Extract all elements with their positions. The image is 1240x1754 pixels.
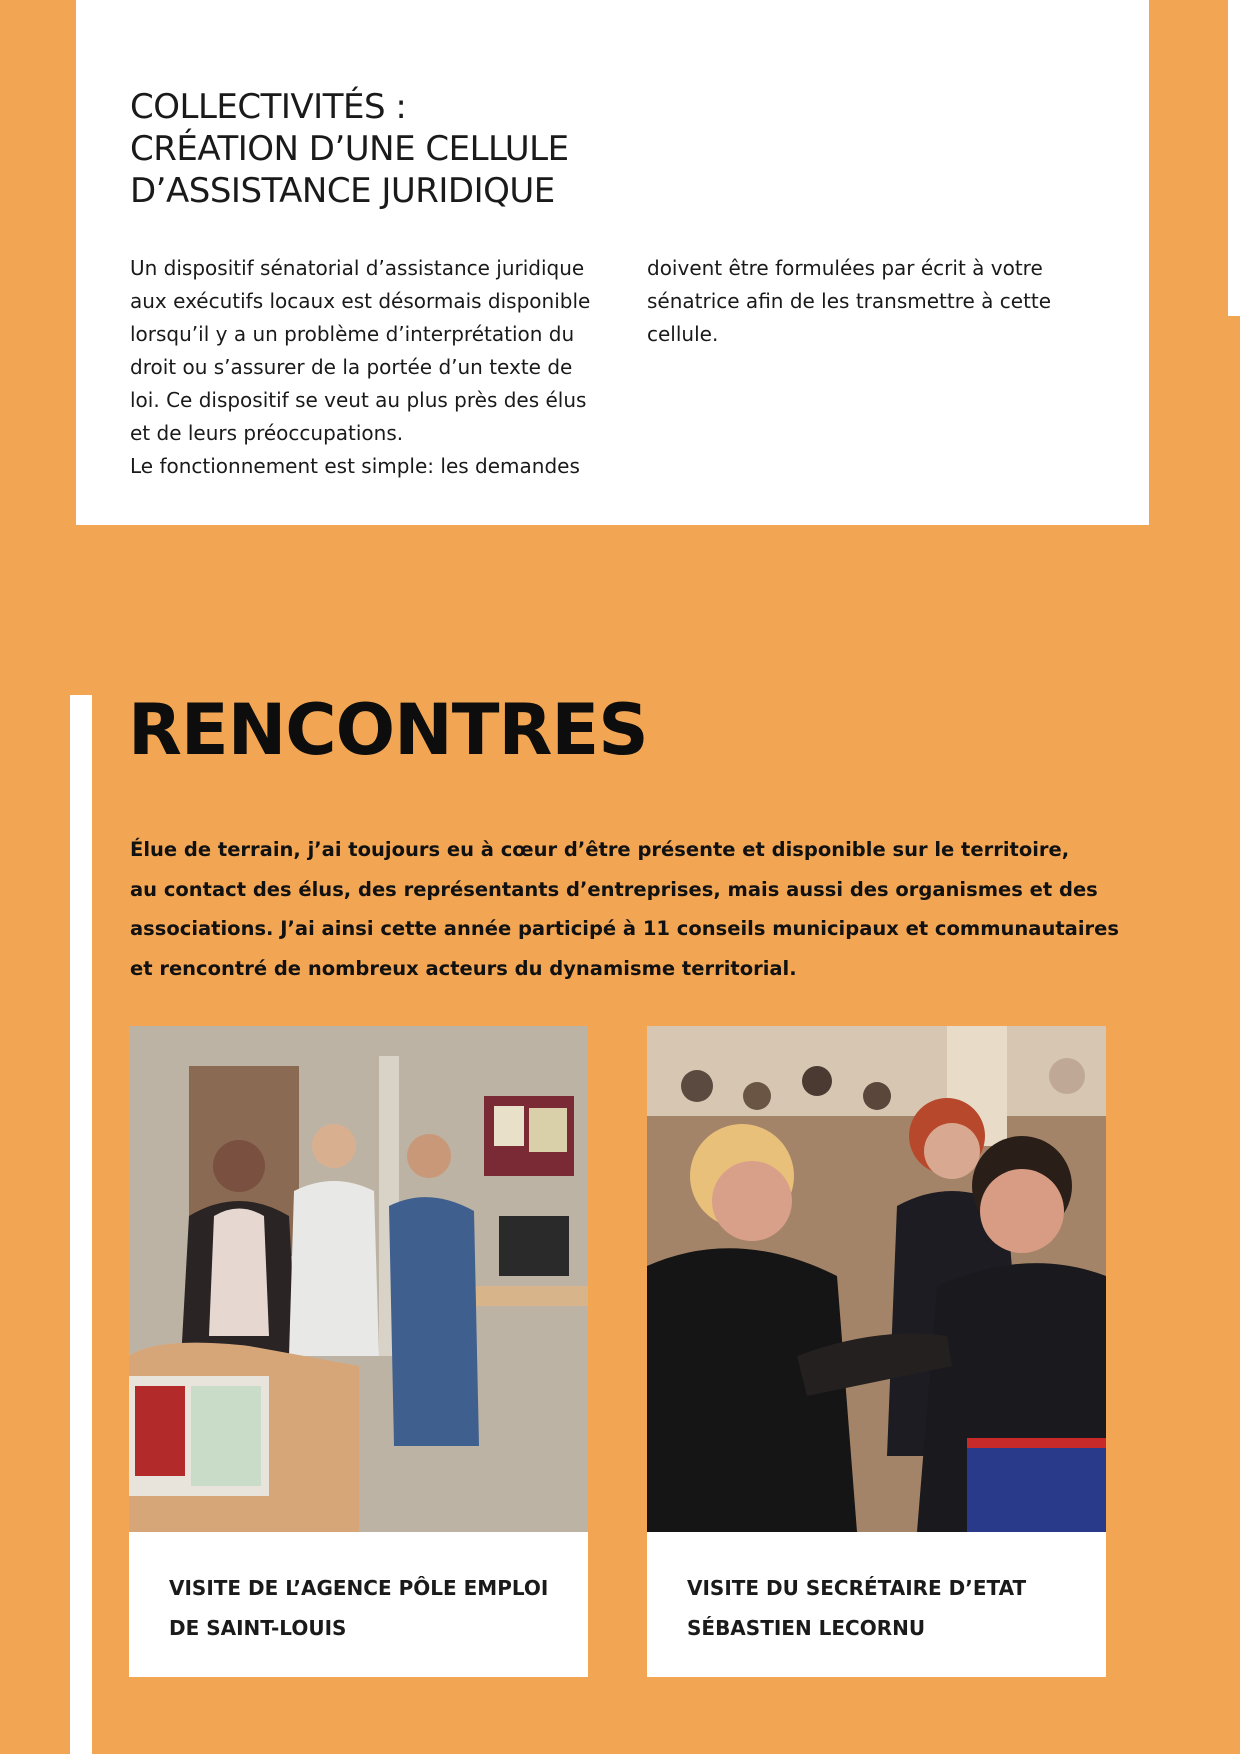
- legal-title-line-1: COLLECTIVITÉS :: [130, 87, 407, 127]
- caption-card-lecornu: [647, 1532, 1106, 1677]
- caption-pole-emploi: VISITE DE L’AGENCE PÔLE EMPLOI DE SAINT-LOUIS: [169, 1576, 549, 1640]
- decorative-left-bar: [70, 695, 92, 1754]
- intro-line-3: associations. J’ai ainsi cette année participé à 11 conseils municipaux et communautaires: [130, 917, 1119, 940]
- legal-title-line-3: D’ASSISTANCE JURIDIQUE: [130, 171, 555, 211]
- legal-title-line-2: CRÉATION D’UNE CELLULE: [130, 129, 569, 169]
- intro-line-1: Élue de terrain, j’ai toujours eu à cœur d’être présente et disponible sur le territoire,: [130, 838, 1070, 861]
- legal-text-column-right: doivent être formulées par écrit à votre sénatrice afin de les transmettre à cette cellule.: [647, 256, 1052, 346]
- legal-section-title: [130, 86, 569, 212]
- meetings-section-title: RENCONTRES: [128, 689, 648, 771]
- intro-line-2: au contact des élus, des représentants d’entreprises, mais aussi des organismes et des: [130, 877, 1098, 901]
- photo-lecornu-illustration: [647, 1026, 1106, 1532]
- decorative-right-strip: [1228, 0, 1240, 316]
- legal-text-column-left: Un dispositif sénatorial d’assistance juridique aux exécutifs locaux est désormais disponible lorsqu’il y a un problème d’interprétation du droit ou s’assurer de la portée d’un texte de loi. Ce dispositif se veut au plus près des élus et de leurs préoccupations. Le fonctionnement est simple: les demandes: [130, 256, 591, 478]
- caption-lecornu: VISITE DU SECRÉTAIRE D’ETAT SÉBASTIEN LECORNU: [687, 1576, 1027, 1640]
- intro-line-4: et rencontré de nombreux acteurs du dynamisme territorial.: [130, 956, 797, 980]
- photo-lecornu-visit: [647, 1026, 1106, 1532]
- photo-pole-emploi-illustration: [129, 1026, 588, 1532]
- caption-card-pole-emploi: [129, 1532, 588, 1677]
- meetings-intro: [130, 830, 1140, 988]
- photo-pole-emploi-visit: [129, 1026, 588, 1532]
